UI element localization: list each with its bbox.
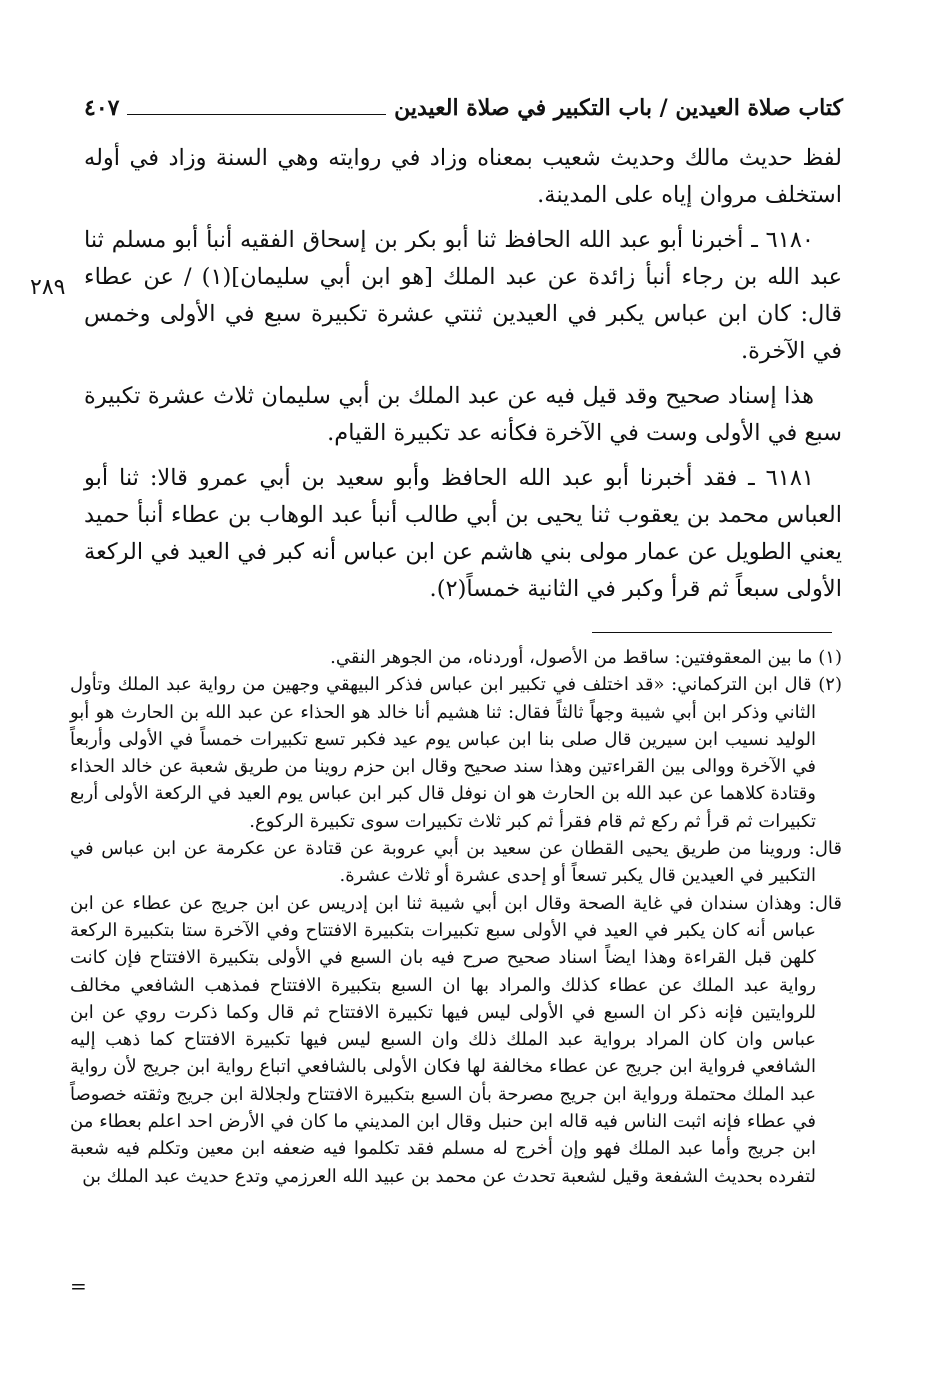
- paragraph: هذا إسناد صحيح وقد قيل فيه عن عبد الملك بن أبي سليمان ثلاث عشرة تكبيرة سبع في الأولى وست في الآخرة فكأنه عد تكبيرة القيام.: [84, 383, 842, 446]
- page-number: ٤٠٧: [84, 95, 120, 121]
- continuation-mark: =: [70, 1274, 87, 1298]
- footnote-2: (٢) قال ابن التركماني: «قد اختلف في تكبير ابن عباس فذكر البيهقي وجهين من رواية عبد الملك وتأول الثاني وذكر ابن أبي شيبة وجهاً ثالثاً فقال: ثنا هشيم أنا خالد هو الحذاء عن عبد الله بن الحارث هو أبو الوليد نسيب ابن سيرين قال صلى بنا ابن عباس يوم عيد فكبر تسع تكبيرات خمساً في الأولى وأربعاً في الآخرة ووالى بين القراءتين وهذا سند صحيح وقال ابن حزم روينا من طريق شعبة عن خالد الحذاء وقتادة كلاهما عن عبد الله بن الحارث هو ان نوفل قال كبر ابن عباس يوم العيد في الركعة الأولى أربع تكبيرات ثم قرأ ثم ركع ثم قام فقرأ ثم كبر ثلاث تكبيرات سوى تكبيرة الركوع.: [70, 674, 842, 832]
- header-rule: [127, 114, 386, 115]
- paragraph-hadith-6180: ٦١٨٠ ـ أخبرنا أبو عبد الله الحافظ ثنا أبو بكر بن إسحاق الفقيه أنبأ أبو مسلم ثنا عبد الله بن رجاء أنبأ زائدة عن عبد الملك [هو ابن أبي سليمان](١) / عن عطاء قال: كان ابن عباس يكبر في العيدين ثنتي عشرة تكبيرة سبع في الأولى وخمس في الآخرة.: [84, 227, 842, 364]
- footnote-1: (١) ما بين المعقوفتين: ساقط من الأصول، أوردناه، من الجوهر النقي.: [330, 647, 842, 668]
- paragraph-hadith-6181: ٦١٨١ ـ فقد أخبرنا أبو عبد الله الحافظ وأبو سعيد بن أبي عمرو قالا: ثنا أبو العباس محمد بن يعقوب ثنا يحيى بن أبي طالب أنبأ عبد الوهاب بن عطاء أنبأ حميد يعني الطويل عن عمار مولى بني هاشم عن ابن عباس أنه كبر في العيد في الركعة الأولى سبعاً ثم قرأ وكبر في الثانية خمساً(٢).: [84, 465, 842, 602]
- footnote-2-continued: قال: وروينا من طريق يحيى القطان عن سعيد بن أبي عروبة عن قتادة عن عكرمة عن ابن عباس في التكبير في العيدين قال يكبر تسعاً أو إحدى عشرة أو ثلاث عشرة.: [70, 838, 842, 887]
- footnotes: [70, 644, 842, 1190]
- footnote-2-continued: قال: وهذان سندان في غاية الصحة وقال ابن أبي شيبة ثنا ابن إدريس عن ابن جريج عن عطاء عن ابن عباس أنه كان يكبر في العيد في الأولى سبع تكبيرات بتكبيرة الافتتاح وفي الآخرة ستا بتكبيرة الركعة كلهن قبل القراءة وهذا ايضاً اسناد صحيح صرح فيه بان السبع في الأولى بتكبيرة الافتتاح فإن كانت رواية عبد الملك عن عطاء كذلك والمراد بها ان السبع بتكبيرة الافتتاح فمذهب الشافعي مخالف للروايتين فإنه ذكر ان السبع في الأولى ليس فيها تكبيرة الافتتاح ثم قال وكما ذكرت روي عن ابن عباس وان كان المراد برواية عبد الملك ذلك وان السبع ليس فيها تكبيرة الافتتاح كما ذهب إليه الشافعي فرواية ابن جريج عن عطاء مخالفة لها فكان الأولى بالشافعي اتباع رواية ابن جريج لأن رواية عبد الملك محتملة ورواية ابن جريج مصرحة بأن السبع بتكبيرة الافتتاح ولجلالة ابن جريج وثقته خصوصاً في عطاء فإنه اثبت الناس فيه قاله ابن حنبل وقال ابن المديني ما كان في الأرض احد اعلم بعطاء من ابن جريج وأما عبد الملك فهو وإن أخرج له مسلم فقد تكلموا فيه ضعفه ابن معين وتكلم فيه شعبة لتفرده بحديث الشفعة وقيل لشعبة تحدث عن محمد بن عبيد الله العرزمي وتدع حديث عبد الملك بن: [70, 892, 842, 1187]
- chapter-title: كتاب صلاة العيدين / باب التكبير في صلاة العيدين: [394, 95, 843, 121]
- paragraph: لفظ حديث مالك وحديث شعيب بمعناه وزاد في روايته وهي السنة وزاد في أوله استخلف مروان إياه على المدينة.: [84, 145, 842, 208]
- footnote-separator: [592, 632, 832, 633]
- margin-page-reference: ٢٨٩: [30, 275, 66, 300]
- running-header: [84, 88, 843, 128]
- main-text: [84, 140, 842, 616]
